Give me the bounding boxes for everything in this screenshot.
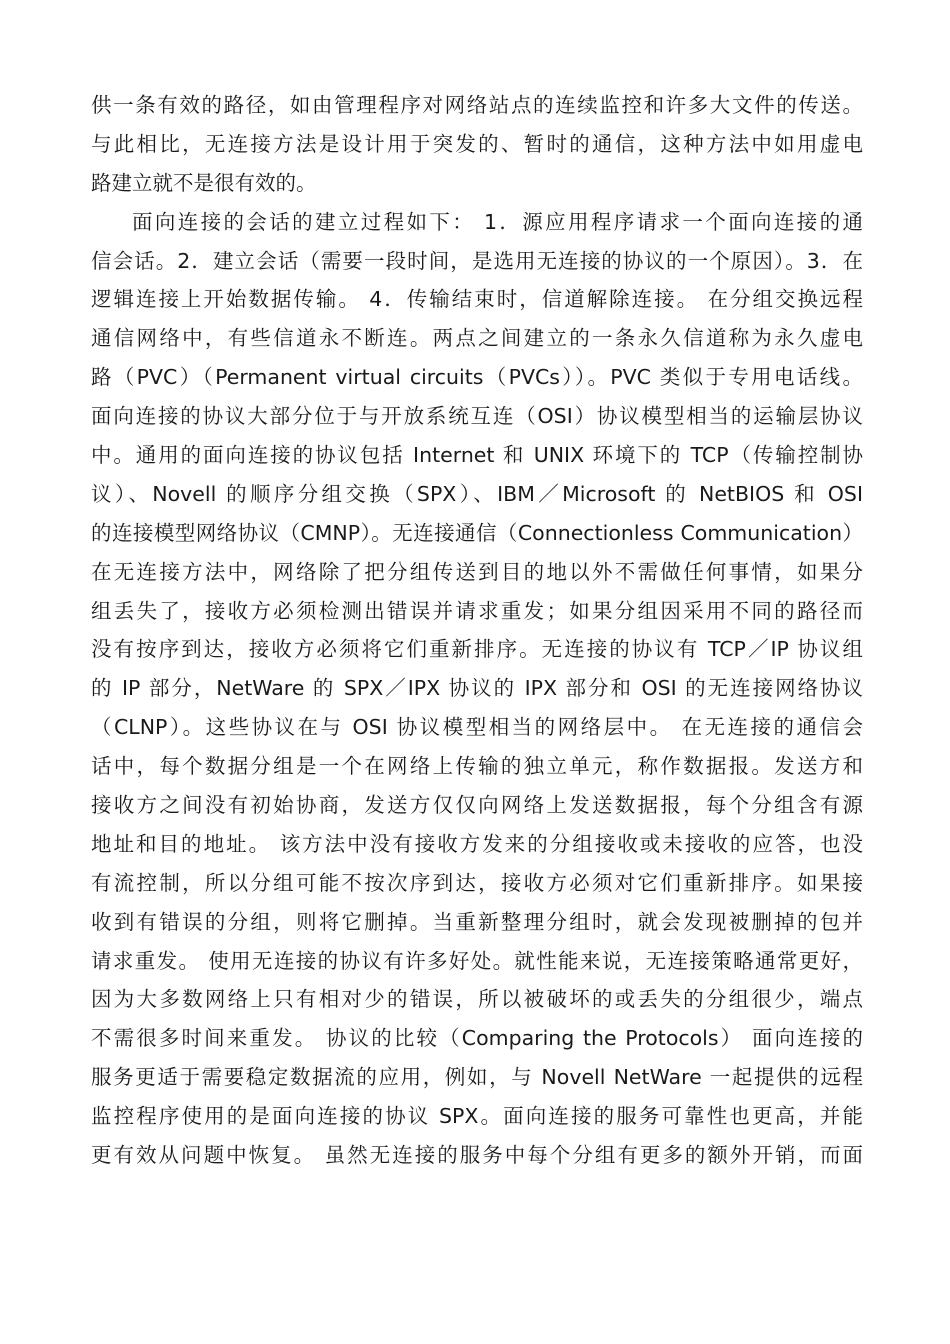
text-line: 供一条有效的路径，如由管理程序对网络站点的连续监控和许多大文件的传送。 xyxy=(91,93,863,117)
text-line: 不需很多时间来重发。 协议的比较（Comparing the Protocols） 面向连接的 xyxy=(91,1026,863,1051)
text-line: 服务更适于需要稳定数据流的应用，例如，与 Novell NetWare 一起提供的远程 xyxy=(91,1065,863,1090)
text-line: 逻辑连接上开始数据传输。 4．传输结束时，信道解除连接。 在分组交换远程 xyxy=(91,287,863,312)
text-line: 更有效从问题中恢复。 虽然无连接的服务中每个分组有更多的额外开销，而面 xyxy=(91,1143,863,1168)
text-line: 话中，每个数据分组是一个在网络上传输的独立单元，称作数据报。发送方和 xyxy=(91,754,863,779)
document-body xyxy=(91,86,863,1175)
text-line: 接收方之间没有初始协商，发送方仅仅向网络上发送数据报，每个分组含有源 xyxy=(91,793,863,818)
text-line: 有流控制，所以分组可能不按次序到达，接收方必须对它们重新排序。如果接 xyxy=(91,870,863,895)
paragraph-last-line: 路建立就不是很有效的。 xyxy=(91,170,317,195)
text-line: 请求重发。 使用无连接的协议有许多好处。就性能来说，无连接策略通常更好， xyxy=(91,948,863,973)
text-line: 议）、Novell 的顺序分组交换（SPX）、IBM／Microsoft 的 NetBIOS 和 OSI xyxy=(91,481,863,506)
text-line: （CLNP）。这些协议在与 OSI 协议模型相当的网络层中。 在无连接的通信会 xyxy=(91,715,863,740)
text-line: 中。通用的面向连接的协议包括 Internet 和 UNIX 环境下的 TCP（传输控制协 xyxy=(91,443,863,468)
paragraph-first-line: 面向连接的会话的建立过程如下： 1．源应用程序请求一个面向连接的通 xyxy=(132,209,863,234)
text-line: 的连接模型网络协议（CMNP）。无连接通信（Connectionless Communication） xyxy=(91,520,863,545)
text-line: 路（PVC）（Permanent virtual circuits（PVCs））。PVC 类似于专用电话线。 xyxy=(91,365,863,390)
text-line: 组丢失了，接收方必须检测出错误并请求重发；如果分组因采用不同的路径而 xyxy=(91,598,863,623)
text-line: 的 IP 部分，NetWare 的 SPX／IPX 协议的 IPX 部分和 OSI 的无连接网络协议 xyxy=(91,676,863,701)
text-line: 因为大多数网络上只有相对少的错误，所以被破坏的或丢失的分组很少，端点 xyxy=(91,987,863,1012)
text-line: 信会话。2．建立会话（需要一段时间，是选用无连接的协议的一个原因）。3．在 xyxy=(91,248,863,273)
text-line: 在无连接方法中，网络除了把分组传送到目的地以外不需做任何事情，如果分 xyxy=(91,559,863,584)
text-line: 没有按序到达，接收方必须将它们重新排序。无连接的协议有 TCP／IP 协议组 xyxy=(91,637,863,662)
text-line: 收到有错误的分组，则将它删掉。当重新整理分组时，就会发现被删掉的包并 xyxy=(91,909,863,934)
text-line: 与此相比，无连接方法是设计用于突发的、暂时的通信，这种方法中如用虚电 xyxy=(91,131,863,156)
text-line: 地址和目的地址。 该方法中没有接收方发来的分组接收或未接收的应答，也没 xyxy=(91,831,863,856)
text-line: 面向连接的协议大部分位于与开放系统互连（OSI）协议模型相当的运输层协议 xyxy=(91,404,863,429)
text-line: 监控程序使用的是面向连接的协议 SPX。面向连接的服务可靠性也更高，并能 xyxy=(91,1104,863,1129)
text-line: 通信网络中，有些信道永不断连。两点之间建立的一条永久信道称为永久虚电 xyxy=(91,326,863,351)
